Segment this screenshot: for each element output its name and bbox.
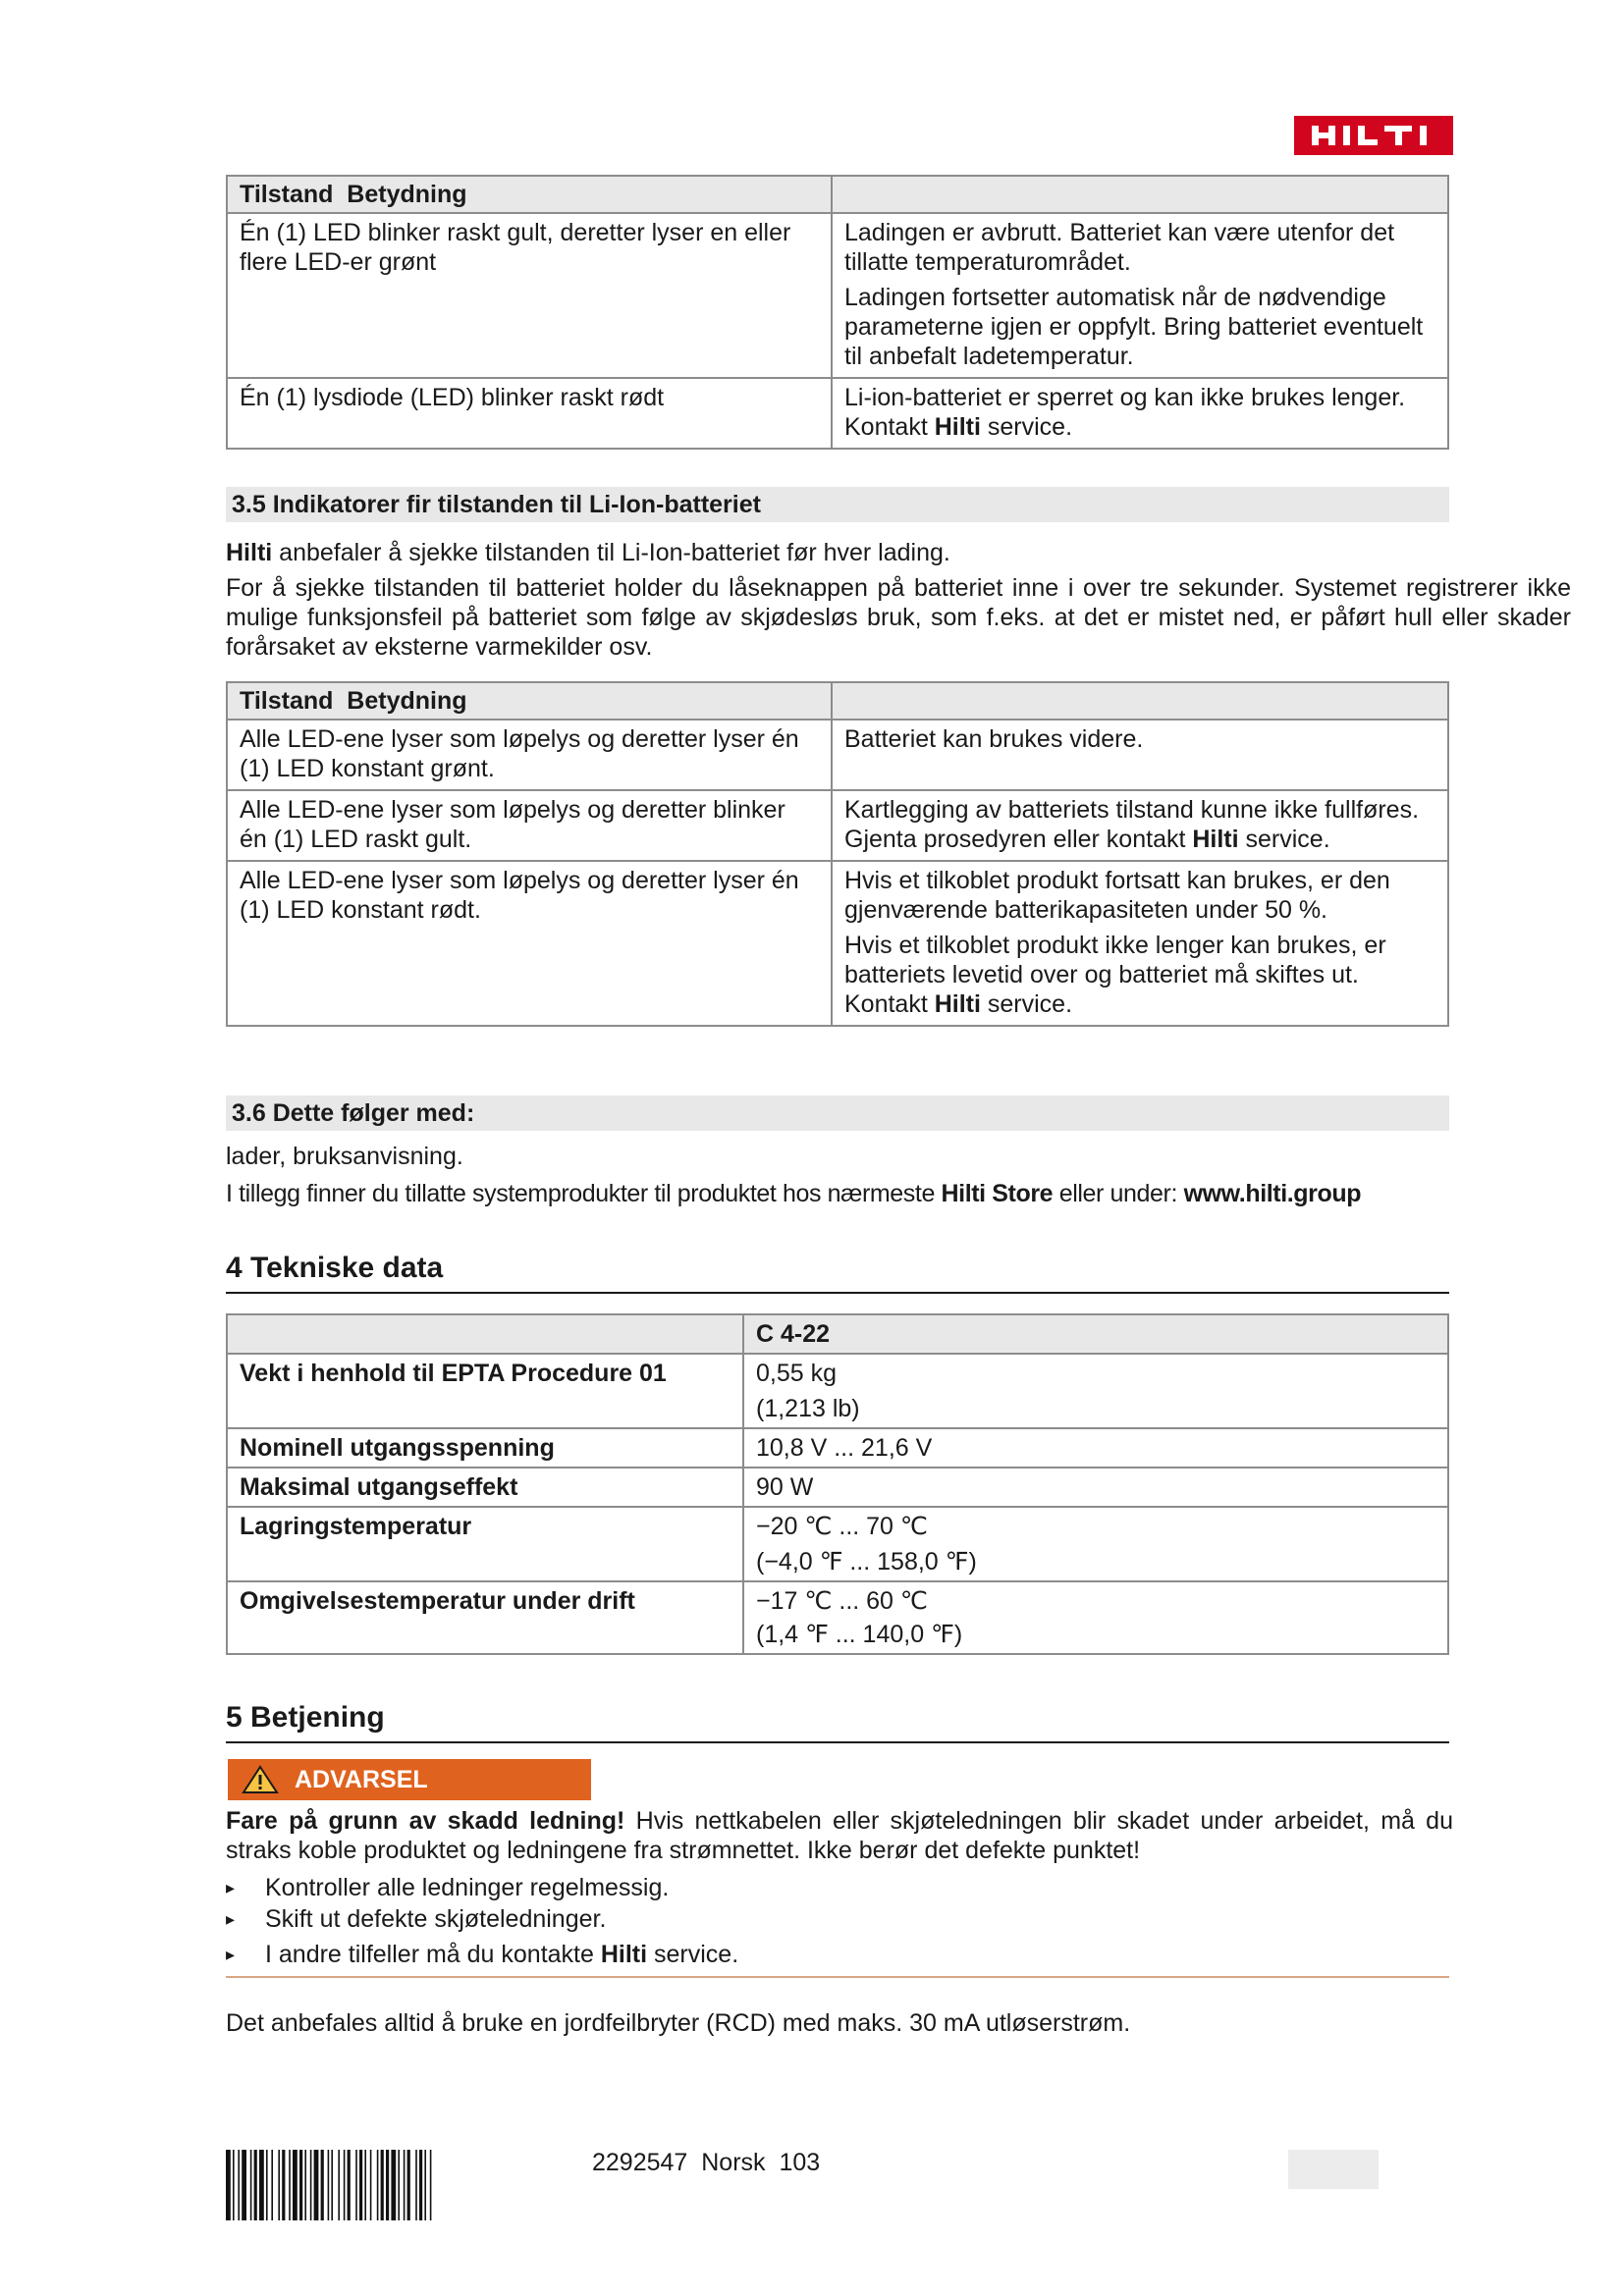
spec-value: 90 W [743,1468,1448,1507]
barcode-bar [424,2150,426,2220]
barcode-bar [289,2150,291,2220]
paragraph: lader, bruksanvisning. [226,1143,463,1170]
barcode-bar [299,2150,302,2220]
warning-end-divider [226,1976,1449,1978]
barcode-bar [278,2150,280,2220]
meaning-cell [832,213,1448,378]
table-row [227,378,1448,449]
table-header-empty [832,682,1448,720]
warning-icon [242,1765,279,1807]
paragraph: Hilti anbefaler å sjekke tilstanden til Li-Ion-batteriet før hver lading. [226,539,950,566]
paragraph: Det anbefales alltid å bruke en jordfeilbryter (RCD) med maks. 30 mA utløserstrøm. [226,2009,1131,2037]
battery-charging-status-table [226,175,1449,450]
barcode-bar [398,2150,400,2220]
meaning-text: Ladingen fortsetter automatisk når de nødvendige parameterne igjen er oppfylt. Bring batteriet eventuelt til anbefalt ladetemperatur. [844,284,1424,370]
spec-value: 10,8 V ... 21,6 V [743,1428,1448,1468]
spec-name: Lagringstemperatur [227,1507,743,1581]
section-heading: 3.5 Indikatorer fir tilstanden til Li-Ion-batteriet [226,487,1449,522]
spec-name: Nominell utgangsspenning [227,1428,743,1468]
barcode-bar [364,2150,366,2220]
spec-value: −20 ℃ ... 70 ℃ (−4,0 ℉ ... 158,0 ℉) [743,1507,1448,1581]
barcode-bar [238,2150,240,2220]
meaning-text: Hvis et tilkoblet produkt fortsatt kan brukes, er den gjenværende batterikapasiteten under 50 %. [844,867,1390,924]
barcode-bar [344,2150,346,2220]
table-row [227,1468,1448,1507]
state-cell: Alle LED-ene lyser som løpelys og deretter lyser én (1) LED konstant grønt. [227,720,832,790]
meaning-text: Kontakt Hilti service. [844,990,1073,1018]
barcode-bar [266,2150,268,2220]
barcode-bar [386,2150,389,2220]
barcode-bar [370,2150,372,2220]
barcode [226,2150,562,2220]
barcode-bar [391,2150,396,2220]
table-row [227,213,1448,378]
barcode-bar [321,2150,324,2220]
barcode-bar [271,2150,273,2220]
table-header-empty [832,176,1448,213]
meaning-cell [832,861,1448,1026]
barcode-bar [259,2150,264,2220]
spec-value: −17 ℃ ... 60 ℃ (1,4 ℉ ... 140,0 ℉) [743,1581,1448,1654]
barcode-bar [419,2150,422,2220]
warning-text: Fare på grunn av skadd ledning! Hvis nettkabelen eller skjøteledningen blir skadet under arbeidet, må du straks koble produktet og ledningene fra strømnettet. Ikke berør det defekte punktet! [226,1807,1453,1864]
meaning-cell: Li-ion-batteriet er sperret og kan ikke brukes lenger. Kontakt Hilti service. [832,378,1448,449]
table-row [227,790,1448,861]
barcode-bar [359,2150,362,2220]
barcode-bar [430,2150,432,2220]
barcode-bar [250,2150,252,2220]
paragraph: For å sjekke tilstanden til batteriet holder du låseknappen på batteriet inne i over tre sekunder. Systemet registrerer ikke mulige funksjonsfeil på batteriet som følge av skjødesløs bruk, som f.eks. at det er mistet ned, er påført hull eller skader forårsaket av eksterne varmekilder osv. [226,574,1571,661]
barcode-bar [328,2150,330,2220]
barcode-bar [377,2150,379,2220]
barcode-bar [226,2150,231,2220]
spec-name: Maksimal utgangseffekt [227,1468,743,1507]
table-header: Tilstand Betydning [227,176,832,213]
table-row [227,861,1448,1026]
chapter-heading: 4 Tekniske data [226,1249,1449,1294]
spec-value: 0,55 kg (1,213 lb) [743,1354,1448,1428]
state-cell: Alle LED-ene lyser som løpelys og deretter lyser én (1) LED konstant rødt. [227,861,832,1026]
barcode-bar [348,2150,351,2220]
table-row [227,720,1448,790]
spec-name: Omgivelsestemperatur under drift [227,1581,743,1654]
meaning-text: Hvis et tilkoblet produkt ikke lenger kan brukes, er batteriets levetid over og batteriet må skiftes ut. [844,932,1386,988]
barcode-bar [310,2150,312,2220]
state-cell: Alle LED-ene lyser som løpelys og deretter blinker én (1) LED raskt gult. [227,790,832,861]
footer-text: 2292547 Norsk 103 [592,2149,821,2176]
website-link[interactable]: www.hilti.group [1183,1180,1362,1207]
meaning-cell: Kartlegging av batteriets tilstand kunne ikke fullføres. Gjenta prosedyren eller kontakt Hilti service. [832,790,1448,861]
barcode-bar [381,2150,384,2220]
table-header-row [227,1314,1448,1354]
bullet-arrow-icon: ▸ [226,1878,236,1897]
table-row [227,1354,1448,1428]
barcode-bar [304,2150,306,2220]
section-heading: 3.6 Dette følger med: [226,1095,1449,1131]
barcode-bar [254,2150,257,2220]
hilti-logo [1294,116,1453,155]
barcode-bar [338,2150,340,2220]
barcode-bar [233,2150,235,2220]
barcode-bar [314,2150,319,2220]
barcode-bar [293,2150,298,2220]
model-header: C 4-22 [743,1314,1448,1354]
barcode-bar [282,2150,285,2220]
warning-banner [228,1759,591,1800]
table-row [227,1507,1448,1581]
chapter-heading: 5 Betjening [226,1698,1449,1743]
spec-name: Vekt i henhold til EPTA Procedure 01 [227,1354,743,1428]
table-row [227,1581,1448,1654]
barcode-bar [242,2150,246,2220]
barcode-bar [415,2150,417,2220]
meaning-cell: Batteriet kan brukes videre. [832,720,1448,790]
table-row [227,1428,1448,1468]
list-item: ▸ Kontroller alle ledninger regelmessig. [226,1874,670,1901]
bullet-arrow-icon: ▸ [226,1909,236,1929]
state-cell: Én (1) LED blinker raskt gult, deretter lyser en eller flere LED-er grønt [227,213,832,378]
warning-label: ADVARSEL [295,1766,428,1793]
barcode-bar [331,2150,333,2220]
barcode-bar [404,2150,406,2220]
page-tab [1288,2150,1379,2189]
list-item: ▸ Skift ut defekte skjøteledninger. [226,1905,607,1933]
table-header: Tilstand Betydning [227,682,832,720]
barcode-bar [355,2150,357,2220]
list-item: ▸ I andre tilfeller må du kontakte Hilti service. [226,1941,739,1968]
meaning-text: Ladingen er avbrutt. Batteriet kan være utenfor det tillatte temperaturområdet. [844,219,1395,276]
paragraph: I tillegg finner du tillatte systemprodukter til produktet hos nærmeste Hilti Store eller under: www.hilti.group [226,1180,1362,1207]
state-cell: Én (1) lysdiode (LED) blinker raskt rødt [227,378,832,449]
battery-state-table [226,681,1449,1027]
table-header-empty [227,1314,743,1354]
bullet-arrow-icon: ▸ [226,1945,236,1964]
technical-data-table [226,1313,1449,1655]
barcode-bar [407,2150,410,2220]
